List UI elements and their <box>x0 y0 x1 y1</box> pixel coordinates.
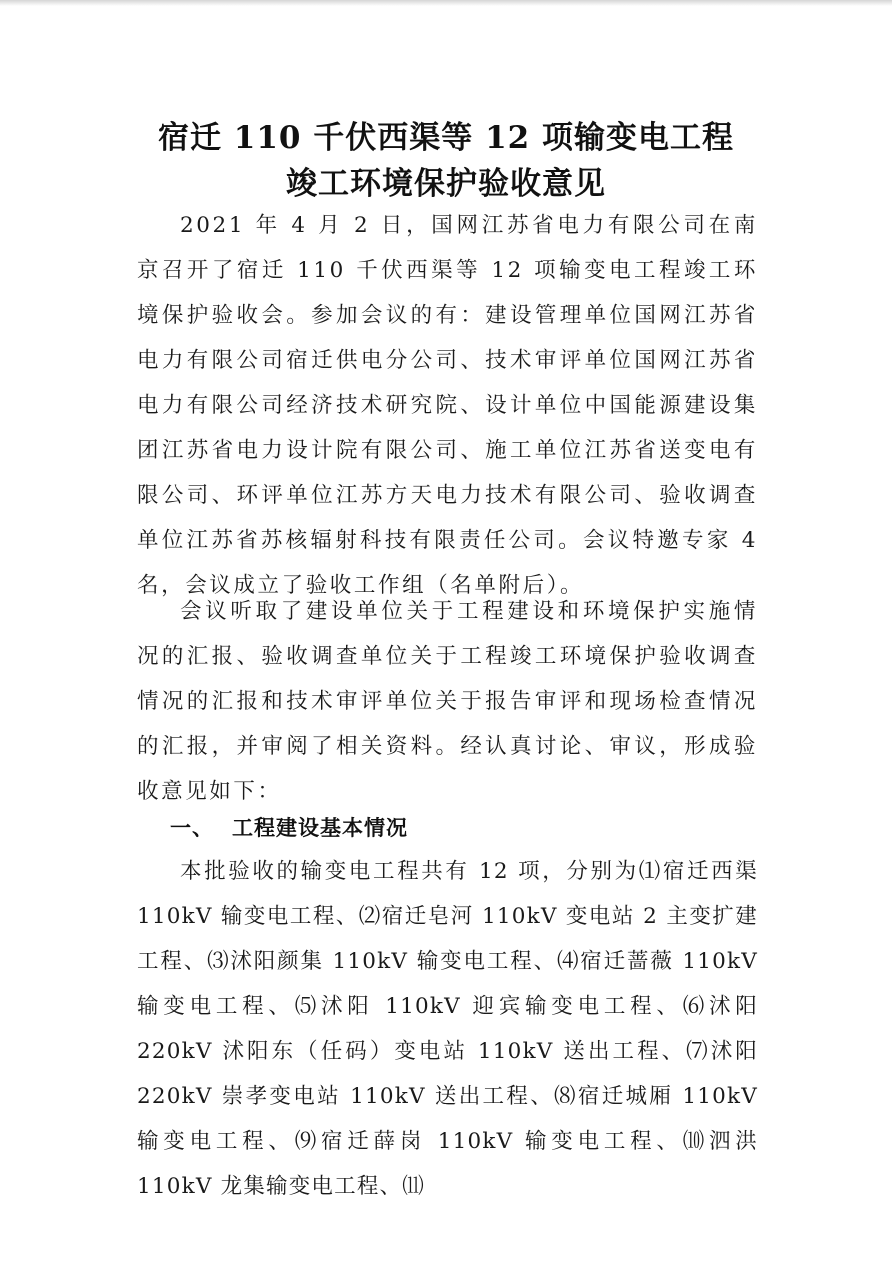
scan-top-edge <box>0 0 892 6</box>
paragraph-meeting-proceedings: 会议听取了建设单位关于工程建设和环境保护实施情况的汇报、验收调查单位关于工程竣工环境保护验收调查情况的汇报和技术审评单位关于报告审评和现场检查情况的汇报，并审阅了相关资料。经认真讨论、审议，形成验收意见如下： <box>137 599 758 804</box>
section-number: 一、 <box>170 816 214 840</box>
section-heading-1 <box>170 812 408 842</box>
document-title-line-2: 竣工环境保护验收意见 <box>286 166 606 202</box>
paragraph-meeting-info: 2021 年 4 月 2 日，国网江苏省电力有限公司在南京召开了宿迁 110 千伏西渠等 12 项输变电工程竣工环境保护验收会。参加会议的有：建设管理单位国网江苏省电力有限公司宿迁供电分公司、技术审评单位国网江苏省电力有限公司经济技术研究院、设计单位中国能源建设集团江苏省电力设计院有限公司、施工单位江苏省送变电有限公司、环评单位江苏方天电力技术有限公司、验收调查单位江苏省苏核辐射科技有限责任公司。会议特邀专家 4 名，会议成立了验收工作组（名单附后）。 <box>137 213 758 598</box>
paragraph-project-list: 本批验收的输变电工程共有 12 项，分别为⑴宿迁西渠 110kV 输变电工程、⑵宿迁皂河 110kV 变电站 2 主变扩建工程、⑶沭阳颜集 110kV 输变电工程、⑷宿迁蔷薇 110kV 输变电工程、⑸沭阳 110kV 迎宾输变电工程、⑹沭阳 220kV 沭阳东（任码）变电站 110kV 送出工程、⑺沭阳 220kV 崇孝变电站 110kV 送出工程、⑻宿迁城厢 110kV 输变电工程、⑼宿迁薛岗 110kV 输变电工程、⑽泗洪 110kV 龙集输变电工程、⑾ <box>137 859 758 1199</box>
document-title-line-1: 宿迁 110 千伏西渠等 12 项输变电工程 <box>157 120 735 156</box>
section-title: 工程建设基本情况 <box>232 816 408 840</box>
